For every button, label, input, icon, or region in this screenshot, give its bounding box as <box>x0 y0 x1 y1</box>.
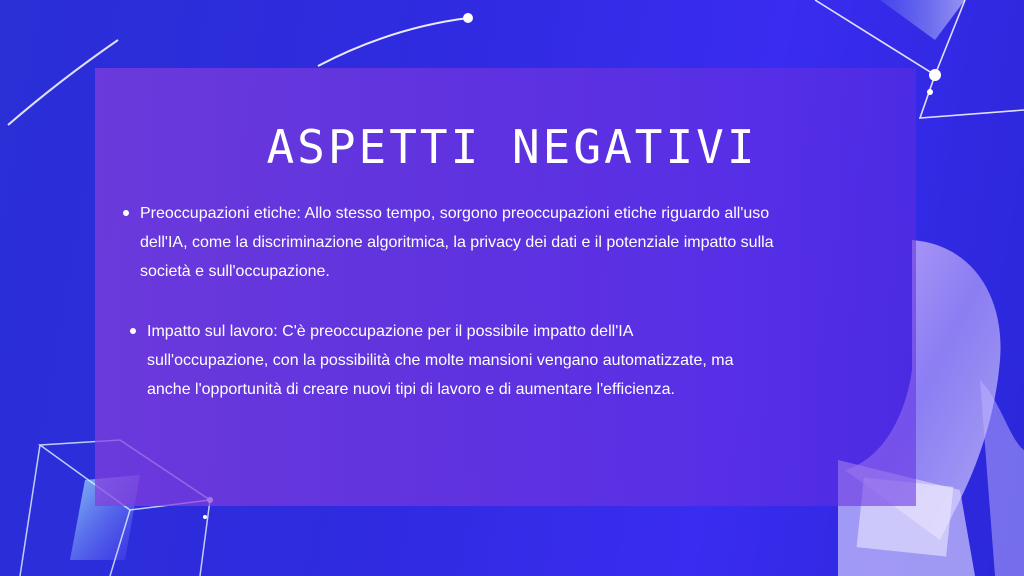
bullet-dot-icon <box>123 210 129 216</box>
bullet-dot-icon <box>130 328 136 334</box>
bullet-item-work-impact <box>147 317 757 404</box>
bullet-text: Preoccupazioni etiche: Allo stesso tempo, sorgono preoccupazioni etiche riguardo all'uso dell'IA, come la discriminazione algoritmica, la privacy dei dati e il potenziale impatto sulla società e sull'occupazione. <box>140 205 774 280</box>
bullet-item-ethics <box>140 199 780 286</box>
slide-title: ASPETTI NEGATIVI <box>266 120 758 174</box>
bullet-text: Impatto sul lavoro: C'è preoccupazione per il possibile impatto dell'IA sull'occupazione, con la possibilità che molte mansioni vengano automatizzate, ma anche l'opportunità di creare nuovi tipi di lavoro e di aumentare l'efficienza. <box>147 323 734 398</box>
